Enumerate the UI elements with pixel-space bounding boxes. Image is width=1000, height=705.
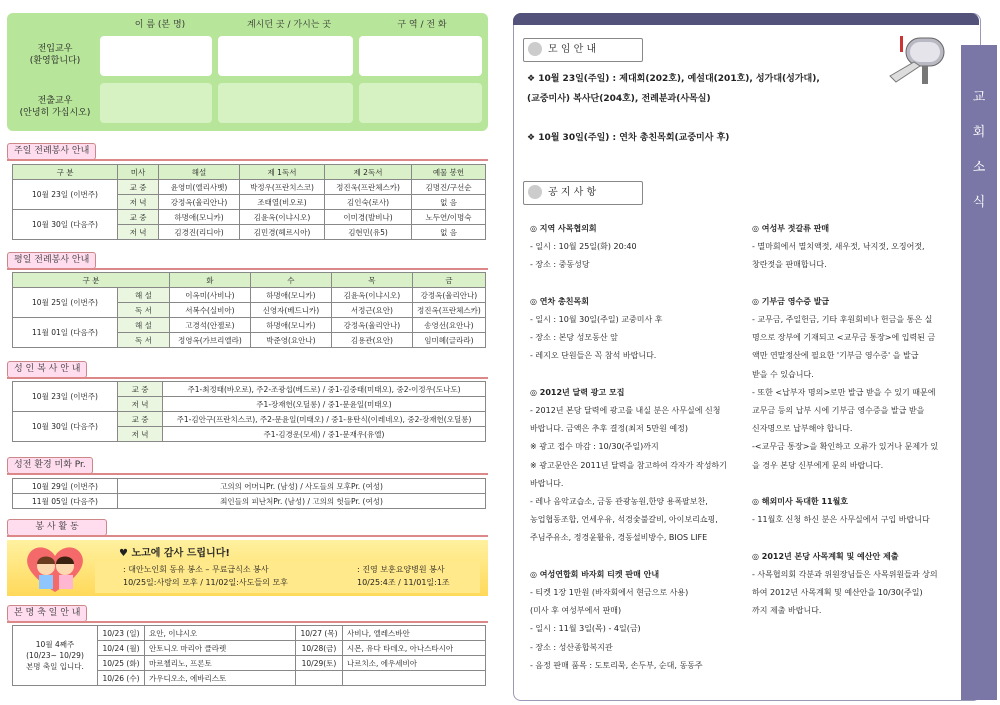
sunday-cell: 정진욱(프란체스카): [325, 180, 412, 195]
weekday-cell: 송영선(요안나): [412, 318, 485, 333]
notice-line: 교무금 등의 납부 시에 기부금 영수증을 발급 받을: [752, 406, 925, 415]
saints-week: 10월 4째주 (10/23~ 10/29) 본명 축일 입니다.: [13, 626, 98, 686]
greeting-header-place: 계시던 곳 / 가시는 곳: [246, 20, 332, 30]
sunday-mass: 저 녁: [118, 195, 159, 210]
notice-line: 바랍니다.: [530, 478, 564, 488]
weekday-cell: 강정옥(율리안나): [331, 318, 412, 333]
service-headline: ♥ 노고에 감사 드립니다!: [119, 548, 230, 559]
sunday-cell: 김현민(유5): [325, 225, 412, 240]
saints-day: 10/23 (일): [98, 626, 145, 641]
saints-name: 안토니오 마리아 클라렛: [145, 641, 296, 656]
weekday-cell: 김용관(요안): [331, 333, 412, 348]
altar-cell: 주1-김안구(프란치스코), 주2-문윤일(미태오) / 중1-용탄식(이레네오), 중2-장재헌(오딜롱): [163, 412, 486, 427]
weekday-header: 금: [412, 273, 485, 288]
env-cell: 고의의 어머니Pr. (남성) / 사도들의 모후Pr. (여성): [118, 479, 486, 494]
service-panel: [7, 540, 488, 596]
sidebar-char: 식: [972, 195, 986, 210]
sidebar-char: 교: [972, 90, 986, 105]
sunday-mass: 저 녁: [118, 225, 159, 240]
meeting-line: ❖ 10월 23일(주일) : 제대회(202호), 예설대(201호), 성가대(성가대),: [527, 74, 820, 84]
notice-line: - 레나 음악교습소, 금동 관광농원,한양 용폭팔보찬,: [530, 497, 708, 506]
notice-line: 명으로 장부에 기재되고 <교무금 통장>에 입력된 금: [752, 333, 936, 343]
sunday-mass: 교 중: [118, 180, 159, 195]
notice-heading: ◎ 연차 총친목회: [530, 296, 589, 306]
sunday-cell: 조태열(비오로): [240, 195, 325, 210]
sunday-cell: 윤영미(엘리사벳): [159, 180, 240, 195]
sunday-cell: 박정우(프란치스코): [240, 180, 325, 195]
saints-name: 요안, 이냐시오: [145, 626, 296, 641]
notice-line: - 멸마회에서 멸치액젓, 새우젓, 낙지젓, 오징어젓,: [752, 242, 925, 252]
notice-line: 신자명으로 납부해야 합니다.: [752, 424, 853, 434]
greeting-box-out-name: [100, 83, 212, 123]
weekday-cell: 고경석(안젤로): [169, 318, 250, 333]
altar-mass: 저 녁: [118, 427, 163, 442]
notice-heading: ◎ 해외미사 독대한 11월호: [752, 497, 849, 506]
weekday-header: 수: [250, 273, 331, 288]
notice-line: -<교무금 통장>을 확인하고 오류가 있거나 문제가 있: [752, 442, 939, 452]
service-divider: [7, 535, 488, 537]
weekday-cell: 서정근(요안): [331, 303, 412, 318]
notice-line: - 일시 : 10월 25일(화) 20:40: [530, 242, 637, 252]
weekday-date: 10월 25일 (이번주): [13, 288, 118, 318]
altar-date: 10월 30일 (다음주): [13, 412, 118, 442]
saints-day: 10/25 (화): [98, 656, 145, 671]
weekday-cell: 김윤옥(이냐시오): [331, 288, 412, 303]
weekday-cell: 하명애(모니카): [250, 318, 331, 333]
mailbox-icon: [886, 32, 954, 86]
notice-title: 공 지 사 항: [548, 187, 597, 198]
notice-line: - 일시 : 10월 30일(주일) 교중미사 후: [530, 315, 663, 324]
sunday-cell: 김경진(리디아): [159, 225, 240, 240]
weekday-cell: 신영자(베드니카): [250, 303, 331, 318]
greeting-box-out-place: [218, 83, 353, 123]
notice-line: 바랍니다. 금액은 추후 결정(최저 5만원 예정): [530, 424, 688, 434]
greeting-row-in: 전입교우 (환영합니다): [29, 44, 81, 66]
meeting-title-box: [523, 38, 643, 62]
weekday-role: 해 설: [118, 318, 170, 333]
altar-mass: 교 중: [118, 382, 163, 397]
sunday-table: [12, 164, 486, 240]
notice-line: ※ 광고문안은 2011년 달력을 참고하여 각자가 작성하기: [530, 460, 727, 470]
sunday-header: 해설: [159, 165, 240, 180]
sunday-date: 10월 23일 (이번주): [13, 180, 118, 210]
weekday-cell: 강정옥(율리안나): [412, 288, 485, 303]
weekday-cell: 정진옥(프란체스카): [412, 303, 485, 318]
meeting-title: 모 임 안 내: [548, 44, 597, 55]
sunday-header: 구 분: [13, 165, 118, 180]
sunday-cell: 김윤옥(이냐시오): [240, 210, 325, 225]
saints-day: 10/24 (월): [98, 641, 145, 656]
altar-date: 10월 23일 (이번주): [13, 382, 118, 412]
notice-line: - 11월호 신청 하신 분은 사무실에서 구입 바랍니다: [752, 515, 930, 525]
notice-line: - 또한 <납부자 명의>로만 발급 받을 수 있기 때문에: [752, 387, 936, 397]
weekday-header: 화: [169, 273, 250, 288]
saints-table: [12, 625, 486, 686]
sunday-header: 제 1독서: [240, 165, 325, 180]
weekday-date: 11월 01일 (다음주): [13, 318, 118, 348]
notice-heading: ◎ 지역 사목협의회: [530, 224, 597, 233]
meeting-line: (교중미사) 복사단(204호), 전례분과(사목실): [527, 94, 711, 104]
altar-table: [12, 381, 486, 442]
weekday-cell: 이옥미(사비나): [169, 288, 250, 303]
notice-line: 을 경우 본당 신부에게 문의 바랍니다.: [752, 460, 884, 470]
service-left2: 10/25일:사랑의 모후 / 11/02일:사도들의 모후: [123, 578, 288, 587]
altar-cell: 주1-김경운(모세) / 중1-문재우(유엘): [163, 427, 486, 442]
weekday-role: 해 설: [118, 288, 170, 303]
saints-name: 나르치소, 에우세비아: [343, 656, 486, 671]
notice-line: - 장소 : 중동성당: [530, 260, 590, 270]
env-divider: [7, 473, 488, 475]
altar-cell: 주1-최정태(바오로), 주2-조광섭(베드로) / 중1-김중태(미태오), 중2-이정우(도나도): [163, 382, 486, 397]
notice-line: ※ 광고 접수 마감 : 10/30(주일)까지: [530, 442, 659, 452]
sunday-date: 10월 30일 (다음주): [13, 210, 118, 240]
greeting-row-out: 전출교우 (안녕히 가십시오): [19, 96, 91, 118]
notice-line: 액만 연말정산에 필요한 '기부금 영수증' 을 발급: [752, 351, 919, 361]
env-date: 10월 29일 (이번주): [13, 479, 118, 494]
notice-line: 주님주유소, 정경윤활유, 경동설비방수, BIOS LIFE: [530, 533, 708, 543]
notice-line: 하여 2012년 사목계획 및 예산안을 10/30(주일): [752, 588, 923, 597]
notice-line: - 장소 : 성산종합복지관: [530, 642, 613, 652]
saints-name: 시몬, 유다 타데오, 아나스타시아: [343, 641, 486, 656]
service-right2: 10/25:4조 / 11/01일:1조: [357, 578, 450, 587]
sunday-cell: 이미경(발비나): [325, 210, 412, 225]
notice-line: 농업협동조합, 언세우유, 석경숯불갈비, 아이보리쇼핑,: [530, 515, 718, 525]
notice-title-box: [523, 181, 643, 205]
greeting-box-in-phone: [359, 36, 482, 76]
saints-day: 10/27 (목): [296, 626, 343, 641]
saints-title: 본 명 축 일 안 내: [7, 605, 87, 622]
notice-line: - 레지오 단원들은 꼭 참석 바랍니다.: [530, 351, 657, 361]
meeting-line: ❖ 10월 30일(주일) : 연차 총친목회(교중미사 후): [527, 133, 730, 143]
greeting-header-phone: 구 역 / 전 화: [397, 20, 447, 30]
couple-illustration: [21, 542, 89, 596]
service-title: 봉 사 활 동: [7, 519, 107, 536]
sunday-cell: 강정옥(율리안나): [159, 195, 240, 210]
sidebar-char: 소: [972, 160, 986, 175]
megaphone-icon: [528, 42, 542, 56]
env-table: [12, 478, 486, 509]
greeting-header-name: 이 름 (본 명): [134, 20, 186, 30]
notice-heading: ◎ 여성연합회 바자회 티켓 판매 안내: [530, 569, 660, 579]
sunday-cell: 노두연/이명숙: [412, 210, 486, 225]
weekday-cell: 정영옥(가브리엘라): [169, 333, 250, 348]
notice-heading: ◎ 2012년 달력 광고 모집: [530, 387, 625, 397]
greeting-box: [7, 13, 488, 131]
notice-line: - 티켓 1장 1만원 (바자회에서 현금으로 사용): [530, 588, 689, 597]
sunday-header: 제 2독서: [325, 165, 412, 180]
news-sidebar: [961, 45, 997, 700]
saints-day: 10/26 (수): [98, 671, 145, 686]
saints-divider: [7, 621, 488, 623]
saints-name: 마르첼리노, 프론토: [145, 656, 296, 671]
sunday-cell: 없 음: [412, 225, 486, 240]
saints-name: 사비나, 엘레스바안: [343, 626, 486, 641]
greeting-box-in-name: [100, 36, 212, 76]
saints-day: 10/29(토): [296, 656, 343, 671]
notice-line: - 2012년 본당 달력에 광고를 내실 분은 사무실에 신청: [530, 406, 721, 415]
weekday-cell: 서복수(실비아): [169, 303, 250, 318]
altar-mass: 저 녁: [118, 397, 163, 412]
sunday-cell: 김민경(헤르시아): [240, 225, 325, 240]
notice-heading: ◎ 2012년 본당 사목계획 및 예산안 제출: [752, 551, 899, 561]
weekday-table: [12, 272, 486, 348]
sunday-divider: [7, 159, 488, 161]
service-left1: : 대안노인회 동유 봉소 – 무료급식소 봉사: [123, 565, 269, 574]
altar-cell: 주1-장재헌(오딜롱) / 중1-문윤일(미태오): [163, 397, 486, 412]
weekday-header: 목: [331, 273, 412, 288]
sunday-title: 주일 전례봉사 안내: [7, 143, 96, 160]
service-right1: : 진영 보훈요양병원 봉사: [357, 565, 445, 574]
sunday-header: 예물 봉헌: [412, 165, 486, 180]
saints-empty: [296, 671, 343, 686]
weekday-title: 평일 전례봉사 안내: [7, 252, 96, 269]
sunday-cell: 하명애(모니카): [159, 210, 240, 225]
weekday-divider: [7, 268, 488, 270]
sunday-cell: 김명진/구선순: [412, 180, 486, 195]
notice-line: 창란젓을 판매합니다.: [752, 260, 827, 270]
greeting-box-in-place: [218, 36, 353, 76]
weekday-header: 구 분: [13, 273, 170, 288]
saints-empty: [343, 671, 486, 686]
weekday-cell: 임미혜(글라라): [412, 333, 485, 348]
weekday-cell: 박준영(요안나): [250, 333, 331, 348]
weekday-cell: 하명애(모니카): [250, 288, 331, 303]
notice-line: - 일시 : 11월 3일(목) - 4일(금): [530, 624, 641, 634]
notice-heading: ◎ 기부금 영수증 발급: [752, 296, 830, 306]
notice-line: 까지 제출 바랍니다.: [752, 606, 822, 616]
sunday-cell: 없 음: [412, 195, 486, 210]
saints-name: 가우디오소, 에바리스토: [145, 671, 296, 686]
notice-heading: ◎ 여성부 젓갈류 판매: [752, 224, 830, 233]
sunday-header: 미사: [118, 165, 159, 180]
altar-title: 성 인 복 사 안 내: [7, 361, 87, 378]
sidebar-char: 회: [972, 125, 986, 140]
weekday-role: 독 서: [118, 303, 170, 318]
saints-day: 10/28(금): [296, 641, 343, 656]
env-title: 성전 환경 미화 Pr.: [7, 457, 93, 474]
env-date: 11월 05일 (다음주): [13, 494, 118, 509]
weekday-role: 독 서: [118, 333, 170, 348]
greeting-box-out-phone: [359, 83, 482, 123]
altar-mass: 교 중: [118, 412, 163, 427]
notice-line: - 장소 : 본당 성모동산 앞: [530, 333, 618, 343]
notice-line: (미사 후 여성부에서 판매): [530, 606, 622, 616]
notice-line: 받을 수 있습니다.: [752, 369, 814, 379]
sunday-cell: 김인숙(로사): [325, 195, 412, 210]
env-cell: 죄인들의 피난처Pr. (남성) / 고의의 헛들Pr. (여성): [118, 494, 486, 509]
notice-line: - 사목협의회 각분과 위원장님들은 사목위원들과 상의: [752, 569, 938, 579]
news-top-bar: [513, 13, 979, 25]
sunday-mass: 교 중: [118, 210, 159, 225]
notice-line: - 음정 판매 품목 : 도토리묵, 손두부, 순대, 동동주: [530, 660, 703, 670]
megaphone-icon: [528, 185, 542, 199]
altar-divider: [7, 377, 488, 379]
notice-line: - 교무금, 주일헌금, 기타 후원회비나 헌금을 통은 실: [752, 315, 933, 324]
